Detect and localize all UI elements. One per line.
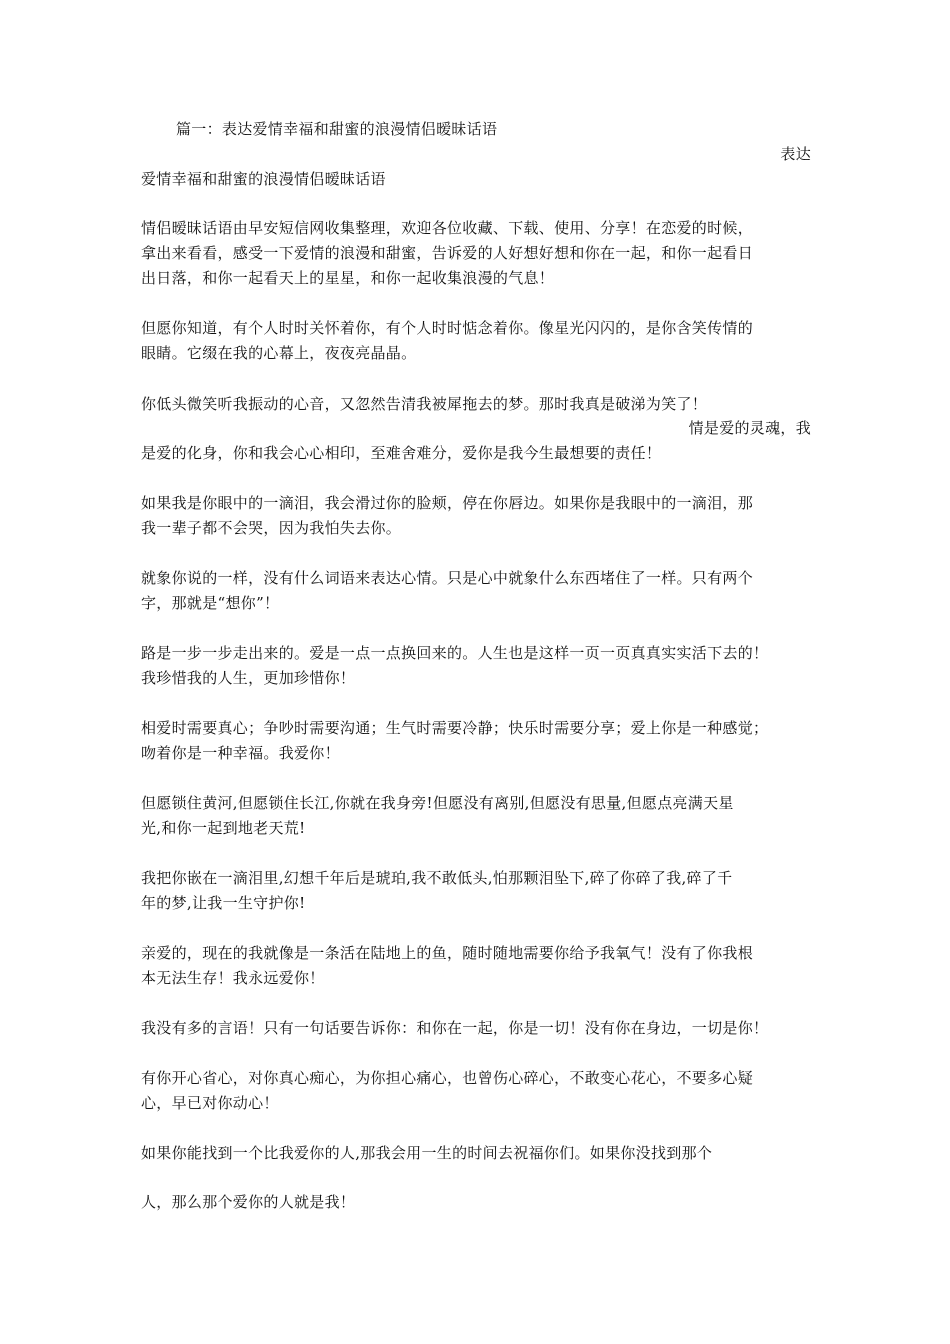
paragraph-line: 我一辈子都不会哭，因为我怕失去你。	[141, 519, 402, 537]
paragraph-line: 有你开心省心，对你真心痴心，为你担心痛心，也曾伤心碎心，不敢变心花心，不要多心疑	[141, 1069, 754, 1087]
paragraph-line: 拿出来看看，感受一下爱情的浪漫和甜蜜，告诉爱的人好想好想和你在一起，和你一起看日	[141, 244, 754, 262]
paragraph-line: 年的梦,让我一生守护你!	[141, 894, 306, 912]
subtitle-continuation: 爱情幸福和甜蜜的浪漫情侣暧昧话语	[141, 170, 386, 188]
paragraph-line: 但愿锁住黄河,但愿锁住长江,你就在我身旁!但愿没有离别,但愿没有思量,但愿点亮满天星	[141, 794, 734, 812]
paragraph-line: 出日落，和你一起看天上的星星，和你一起收集浪漫的气息！	[141, 269, 555, 287]
paragraph-line: 眼睛。它缀在我的心幕上，夜夜亮晶晶。	[141, 344, 417, 362]
paragraph-line: 心，早已对你动心！	[141, 1094, 279, 1112]
right-aligned-fragment: 情是爱的灵魂，我	[688, 419, 811, 437]
paragraph-line: 字，那就是“想你”！	[141, 594, 280, 612]
paragraph-line: 光,和你一起到地老天荒!	[141, 819, 306, 837]
subtitle-right-fragment: 表达	[780, 145, 811, 163]
paragraph-line: 就象你说的一样，没有什么词语来表达心情。只是心中就象什么东西堵住了一样。只有两个	[141, 569, 754, 587]
paragraph-line: 但愿你知道，有个人时时关怀着你，有个人时时惦念着你。像星光闪闪的，是你含笑传情的	[141, 319, 754, 337]
paragraph-line: 本无法生存！我永远爱你！	[141, 969, 325, 987]
paragraph-line: 相爱时需要真心；争吵时需要沟通；生气时需要冷静；快乐时需要分享；爱上你是一种感觉；	[141, 719, 769, 737]
paragraph-line: 亲爱的，现在的我就像是一条活在陆地上的鱼，随时随地需要你给予我氧气！没有了你我根	[141, 944, 754, 962]
paragraph-line: 路是一步一步走出来的。爱是一点一点换回来的。人生也是这样一页一页真真实实活下去的！	[141, 644, 769, 662]
paragraph-line: 我没有多的言语！只有一句话要告诉你：和你在一起，你是一切！没有你在身边，一切是你！	[141, 1019, 769, 1037]
paragraph-line: 人，那么那个爱你的人就是我！	[141, 1193, 356, 1211]
paragraph-line: 我把你嵌在一滴泪里,幻想千年后是琥珀,我不敢低头,怕那颗泪坠下,碎了你碎了我,碎了千	[141, 869, 733, 887]
paragraph-line: 如果我是你眼中的一滴泪，我会滑过你的脸颊，停在你唇边。如果你是我眼中的一滴泪，那	[141, 494, 754, 512]
paragraph-line: 是爱的化身，你和我会心心相印，至难舍难分，爱你是我今生最想要的责任！	[141, 444, 662, 462]
paragraph-line: 吻着你是一种幸福。我爱你！	[141, 744, 340, 762]
paragraph-line: 你低头微笑听我振动的心音，又忽然告清我被犀拖去的梦。那时我真是破涕为笑了！	[141, 395, 708, 413]
document-title: 篇一：表达爱情幸福和甜蜜的浪漫情侣暧昧话语	[176, 120, 498, 138]
paragraph-line: 情侣暧昧话语由早安短信网收集整理，欢迎各位收藏、下载、使用、分享！在恋爱的时候，	[141, 219, 754, 237]
paragraph-line: 如果你能找到一个比我爱你的人,那我会用一生的时间去祝福你们。如果你没找到那个	[141, 1144, 713, 1162]
paragraph-line: 我珍惜我的人生，更加珍惜你！	[141, 669, 356, 687]
